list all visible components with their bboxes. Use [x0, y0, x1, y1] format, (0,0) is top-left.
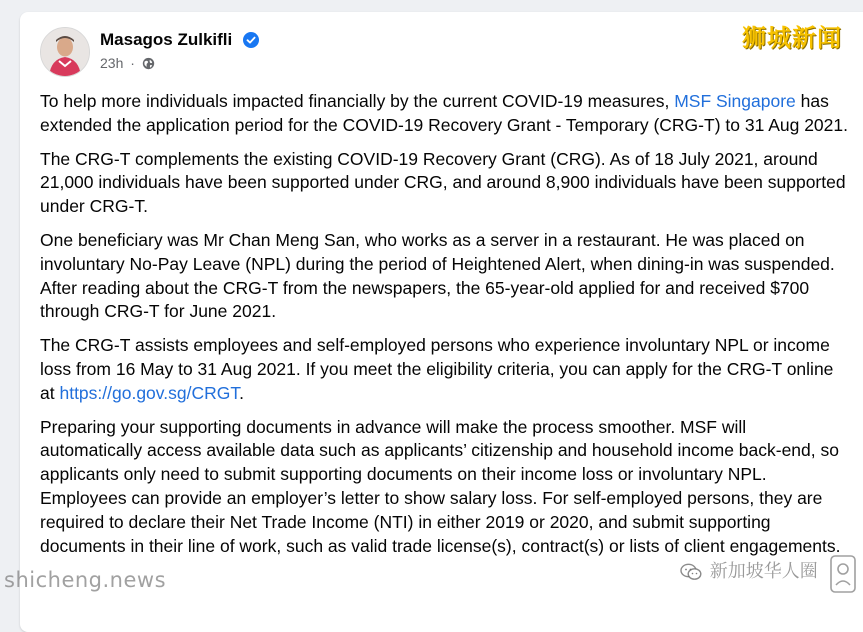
verified-badge-icon — [243, 32, 259, 53]
post-paragraph-5: Preparing your supporting documents in advance will make the process smoother. MSF will automatically access available data such as applicants’ citizenship and household income back-end, so applicants only need to submit supporting documents on their income loss or involuntary NPL. Employees can provide an employer’s letter to show salary loss. For self-employed persons, they are required to declare their Net Trade Income (NTI) in either 2019 or 2020, and submit supporting documents in their line of work, such as valid trade license(s), contract(s) or lists of client engagements. — [40, 416, 841, 556]
post-paragraph-3: One beneficiary was Mr Chan Meng San, who works as a server in a restaurant. He was placed on involuntary No-Pay Leave (NPL) during the period of Heightened Alert, when dining-in was suspended. After reading about the CRG-T from the newspapers, the 65-year-old applied for and received $700 through CRG-T for June 2021. — [40, 229, 835, 322]
author-name-text[interactable]: Masagos Zulkifli — [100, 30, 233, 49]
post-paragraph-1 — [40, 90, 850, 138]
post-meta — [100, 55, 155, 73]
corner-logo-icon — [830, 555, 856, 593]
paragraph-1-text-a: To help more individuals impacted financially by the current COVID-19 measures, — [40, 91, 675, 111]
post-timestamp[interactable]: 23h — [100, 55, 124, 71]
watermark-bottom-right — [680, 557, 818, 583]
meta-separator: · — [130, 55, 135, 71]
wechat-icon — [680, 563, 702, 581]
crgt-link[interactable]: https://go.gov.sg/CRGT — [59, 382, 240, 403]
globe-icon[interactable] — [142, 57, 155, 73]
post-card — [20, 12, 863, 632]
post-paragraph-2: The CRG-T complements the existing COVID-19 Recovery Grant (CRG). As of 18 July 2021, around 21,000 individuals have been supported under CRG, and around 8,900 individuals have been supported under CRG-T. — [40, 148, 846, 217]
post-body — [40, 90, 850, 568]
watermark-top-right: 狮城新闻 — [742, 24, 842, 52]
watermark-bottom-right-text: 新加坡华人圈 — [709, 561, 818, 582]
avatar[interactable] — [40, 27, 90, 77]
paragraph-4-text-a: The CRG-T assists employees and self-employed persons who experience involuntary NPL or income loss from 16 May to 31 Aug 2021. If you meet the eligibility criteria, you can apply for the CRG-T online at — [40, 335, 834, 403]
paragraph-4-text-b: . — [239, 382, 244, 403]
msf-singapore-link[interactable]: MSF Singapore — [674, 91, 796, 111]
author-name[interactable] — [100, 30, 259, 53]
paragraph-1-text-b: has extended the application period for the COVID-19 Recovery Grant - Temporary (CRG-T) to 31 Aug 2021. — [40, 91, 848, 135]
watermark-bottom-left: shicheng.news — [4, 568, 167, 592]
post-paragraph-4 — [40, 334, 850, 405]
